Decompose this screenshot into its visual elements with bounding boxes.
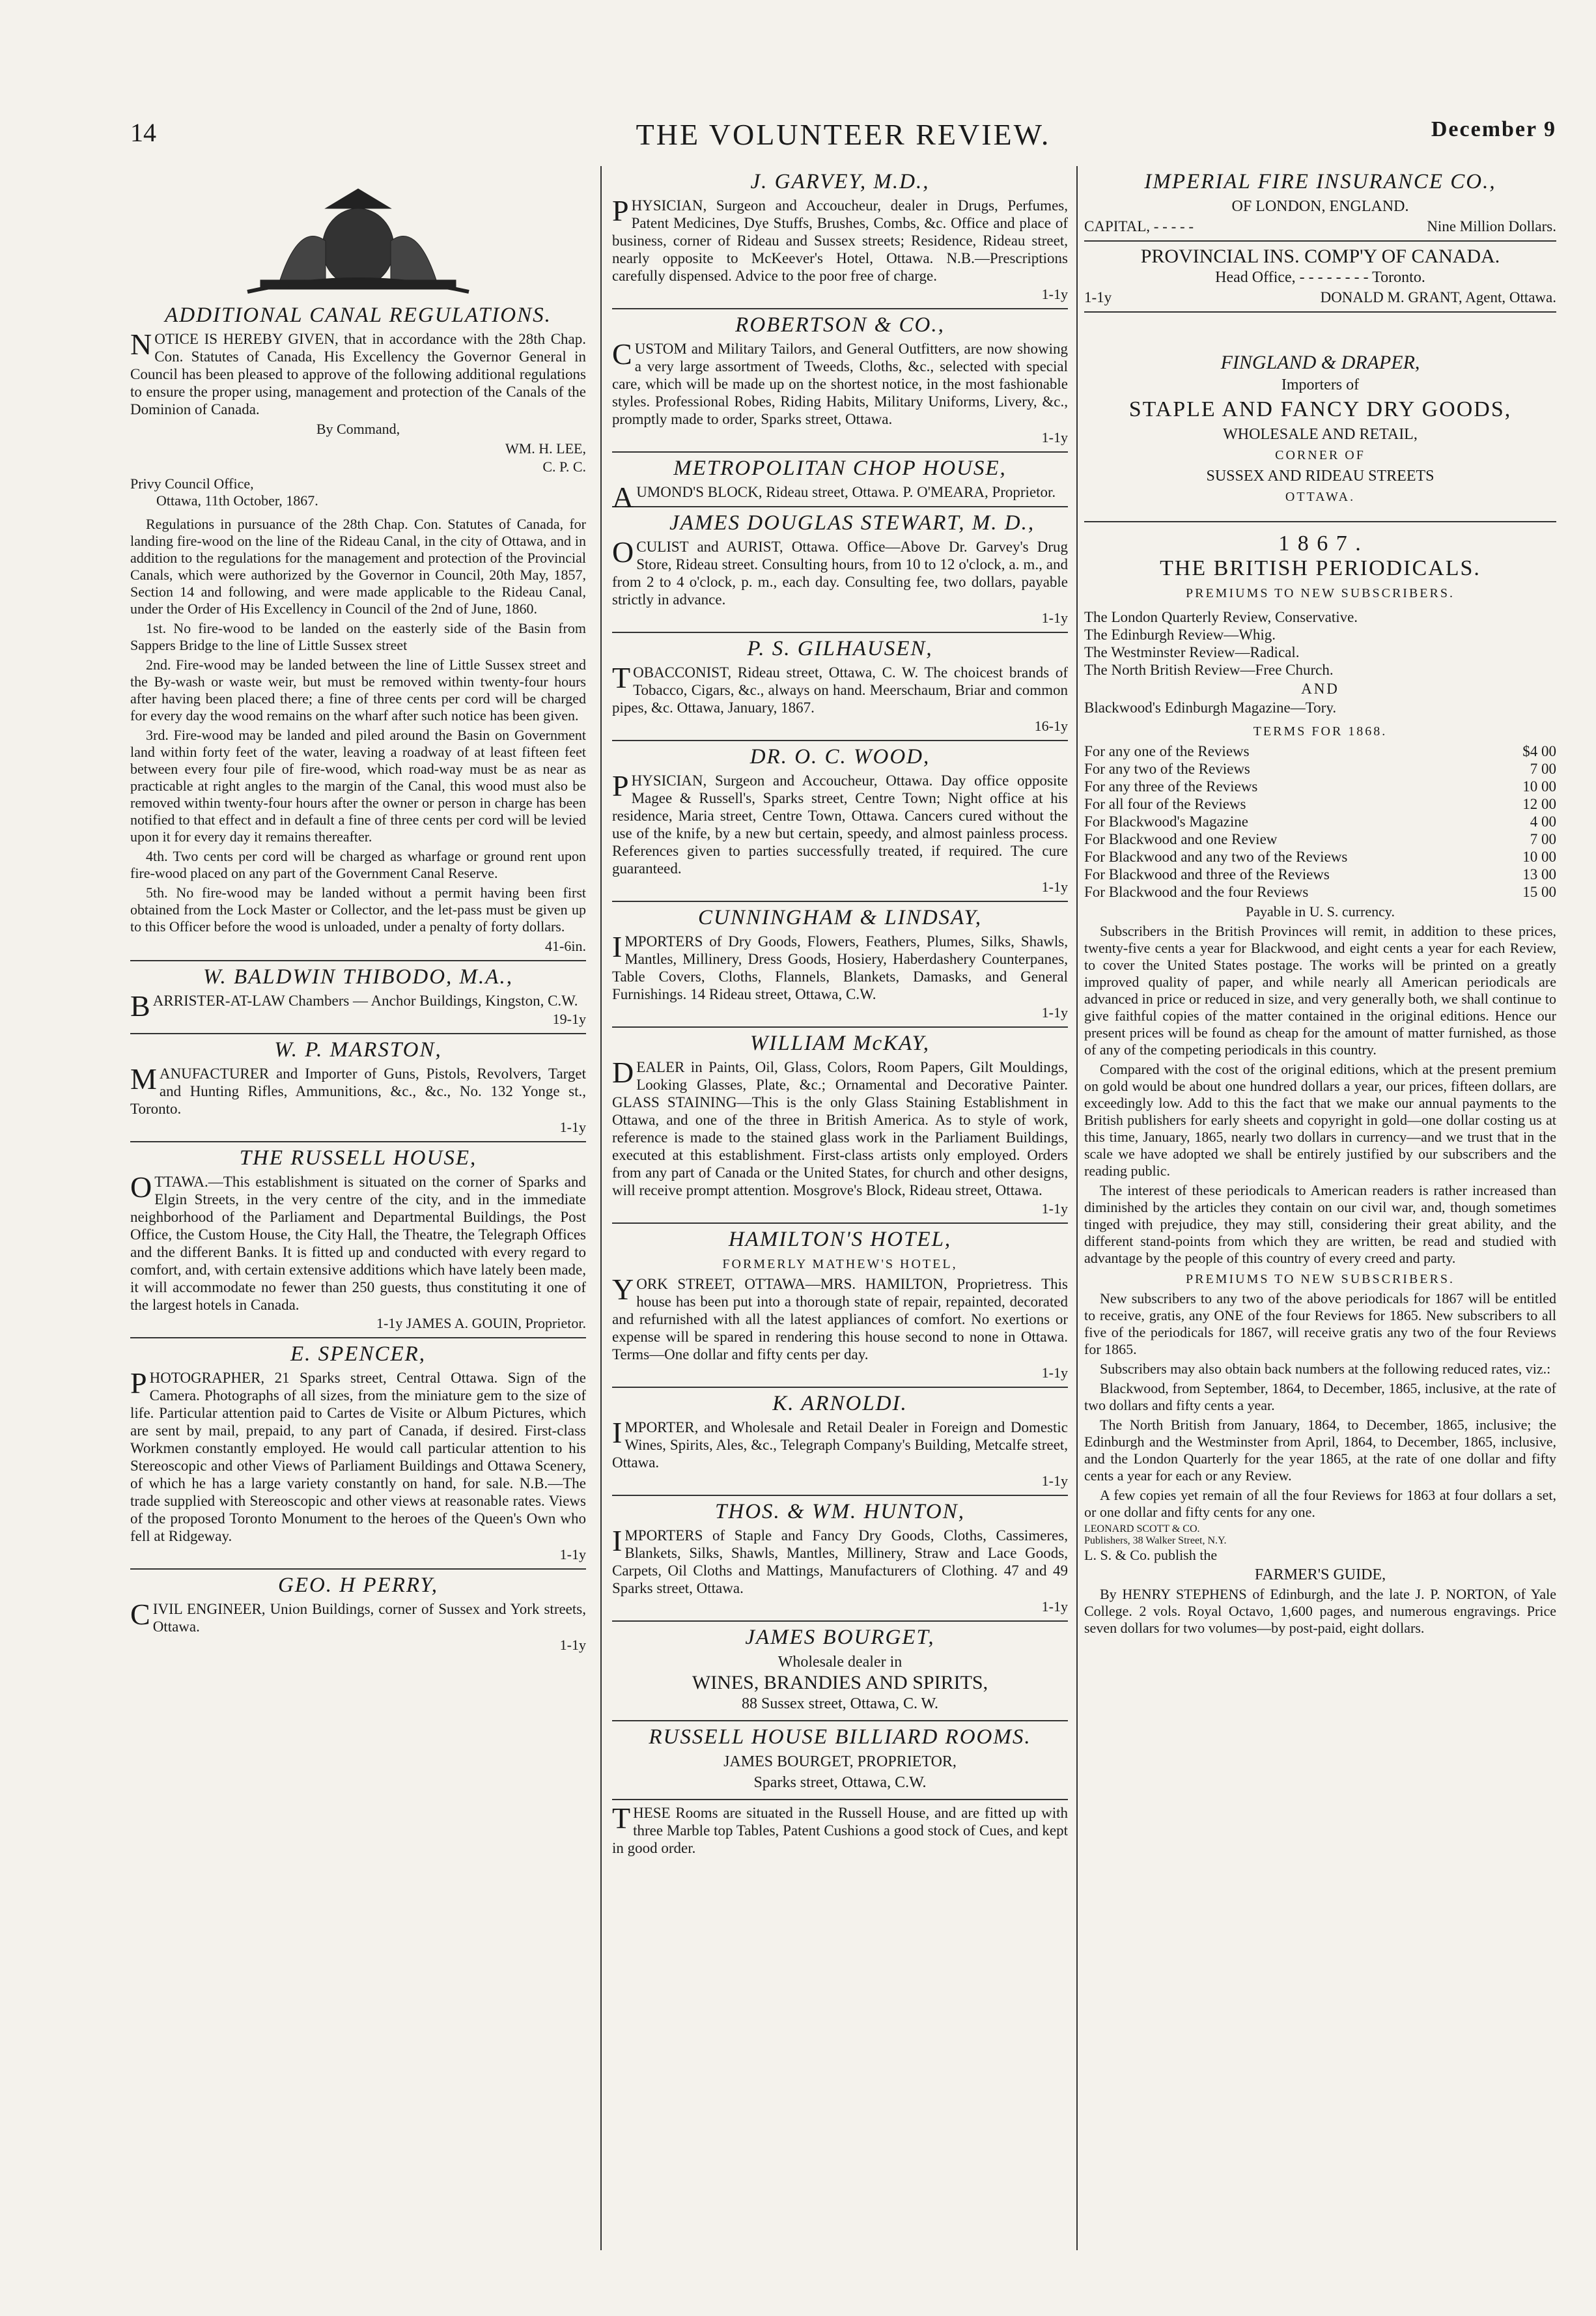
terms-price: 7 00	[1530, 831, 1556, 847]
list-item: Blackwood's Edinburgh Magazine—Tory.	[1084, 699, 1337, 716]
column-rule	[1076, 166, 1078, 2250]
ad-body: AUMOND'S BLOCK, Rideau street, Ottawa. P. O'MEARA, Proprietor.	[612, 481, 1056, 514]
page-number: 14	[130, 118, 156, 147]
page-header	[130, 117, 1556, 156]
coat-of-arms-icon	[130, 182, 586, 296]
notice-by: By Command,	[316, 421, 400, 437]
ad-body: PHYSICIAN, Surgeon and Accoucheur, Ottawa. Day office opposite Magee & Russell's, Sparks street, Centre Town; Night office at his residence, Maria street, Centre Town, Ottawa. Cancers cured without the use of the knife, by a new but certain, speedy, and almost painless process. References given to parties successfully treated, if required. The cure guaranteed.	[612, 769, 1068, 877]
terms-price: $4 00	[1522, 743, 1556, 759]
terms-label: For Blackwood and one Review	[1084, 831, 1278, 847]
advertisement	[130, 1570, 586, 1659]
advertisement	[612, 309, 1068, 453]
notice-title: ADDITIONAL CANAL REGULATIONS.	[165, 304, 552, 327]
ad-title: METROPOLITAN CHOP HOUSE,	[673, 457, 1007, 480]
regulation-paragraph: Regulations in pursuance of the 28th Chap. Con. Statutes of Canada, for landing fire-wood on the line of the Rideau Canal, in the city of Ottawa, and in addition to the regulations for the management and protection of the Provincial Canals, which were authorized by the Governor in Council, 20th May, 1857, Section 14 and following, and were made applicable to the Rideau Canal, under the Order of His Excellency in Council of the 2nd of June, 1860.	[130, 516, 586, 617]
ad-paragraph: By HENRY STEPHENS of Edinburgh, and the late J. P. NORTON, of Yale College. 2 vols. Royal Octavo, 1,600 pages, and numerous engravings. Price seven dollars for two volumes—by post-paid, eight dollars.	[1084, 1586, 1556, 1636]
ad-title: P. S. GILHAUSEN,	[747, 637, 933, 660]
advertisement	[612, 1028, 1068, 1224]
notice-signer: WM. H. LEE,	[505, 440, 586, 457]
agent-name: DONALD M. GRANT, Agent, Ottawa.	[1320, 289, 1556, 305]
advertisement	[612, 166, 1068, 309]
ad-code: 1-1y	[559, 1546, 586, 1562]
ad-title: IMPERIAL FIRE INSURANCE CO.,	[1144, 170, 1496, 193]
ad-title: CUNNINGHAM & LINDSAY,	[698, 906, 982, 929]
ad-body: BARRISTER-AT-LAW Chambers — Anchor Buildings, Kingston, C.W.	[130, 989, 578, 1023]
ad-title: K. ARNOLDI.	[772, 1392, 908, 1415]
terms-row	[1084, 830, 1556, 848]
ad-code: 1-1y	[559, 1119, 586, 1135]
advertisement	[612, 741, 1068, 902]
ad-paragraph: The interest of these periodicals to American readers is rather increased than diminished by the articles they contain on our civil war, and, though sometimes tinged with prejudice, they may still, considering their great ability, and the different stand-points from which they are written, be read and studied with advantage by the people of this country of every creed and party.	[1084, 1182, 1556, 1266]
terms-row	[1084, 866, 1556, 883]
ad-title: J. GARVEY, M.D.,	[750, 170, 930, 193]
ad-code: 16-1y	[1034, 718, 1068, 734]
ad-body: CUSTOM and Military Tailors, and General Outfitters, are now showing a very large assortment of Tweeds, Cloths, &c., selected with special care, which will be made up on the shortest notice, in the most fashionable styles. Professional Robes, Riding Habits, Military Uniforms, Livery, &c., promptly made to order, Sparks street, Ottawa.	[612, 337, 1068, 427]
ad-paragraph: L. S. & Co. publish the	[1084, 1547, 1218, 1563]
column-rule	[600, 166, 602, 2250]
ad-subtitle: FORMERLY MATHEW'S HOTEL,	[722, 1257, 958, 1271]
list-item: The North British Review—Free Church.	[1084, 662, 1334, 678]
column-3	[1084, 166, 1556, 2270]
advertisement	[612, 507, 1068, 633]
fingland-draper-ad	[1084, 352, 1556, 521]
ad-title: THE RUSSELL HOUSE,	[239, 1146, 477, 1170]
payable-note: Payable in U. S. currency.	[1246, 903, 1395, 920]
advertisement	[612, 902, 1068, 1028]
ad-subtitle: PREMIUMS TO NEW SUBSCRIBERS.	[1186, 1272, 1455, 1286]
ad-line: WINES, BRANDIES AND SPIRITS,	[692, 1672, 988, 1693]
ad-body: IMPORTERS of Dry Goods, Flowers, Feathers, Plumes, Silks, Shawls, Mantles, Millinery, Dress Goods, Hosiery, Haberdashery Counterpanes, Table Covers, Cloths, Flannels, Blankets, Damasks, and General Furnishings. 14 Rideau street, Ottawa, C.W.	[612, 930, 1068, 1002]
capital-value: Nine Million Dollars.	[1427, 218, 1556, 234]
ad-line: SUSSEX AND RIDEAU STREETS	[1206, 468, 1435, 485]
terms-label: For Blackwood and any two of the Reviews	[1084, 849, 1348, 865]
notice-code: 41-6in.	[545, 938, 586, 954]
advertisement	[130, 1142, 586, 1338]
ad-title: E. SPENCER,	[290, 1342, 427, 1366]
column-2	[612, 166, 1068, 2270]
advertisement	[130, 961, 586, 1034]
terms-row	[1084, 760, 1556, 778]
ad-title: FINGLAND & DRAPER,	[1220, 352, 1420, 373]
ad-body: MANUFACTURER and Importer of Guns, Pistols, Revolvers, Target and Hunting Rifles, Ammunitions, &c., &c., No. 132 Yonge st., Toronto.	[130, 1062, 586, 1117]
ad-line: 88 Sussex street, Ottawa, C. W.	[742, 1695, 938, 1712]
review-list	[1084, 608, 1556, 716]
terms-label: For any three of the Reviews	[1084, 778, 1258, 795]
ad-code: 1-1y JAMES A. GOUIN, Proprietor.	[376, 1315, 586, 1331]
terms-price: 7 00	[1530, 761, 1556, 777]
ad-title: DR. O. C. WOOD,	[749, 745, 931, 769]
ad-code: 1-1y	[1041, 879, 1068, 895]
ad-title: PROVINCIAL INS. COMP'Y OF CANADA.	[1140, 246, 1500, 267]
terms-price: 4 00	[1530, 813, 1556, 830]
advertisement	[130, 1338, 586, 1570]
ad-title: W. P. MARSTON,	[274, 1038, 442, 1062]
terms-title: TERMS FOR 1868.	[1253, 724, 1388, 739]
notice-office-date: Ottawa, 11th October, 1867.	[156, 492, 318, 509]
terms-table	[1084, 742, 1556, 901]
ad-title: GEO. H PERRY,	[277, 1574, 438, 1597]
head-office: Head Office, - - - - - - - - Toronto.	[1215, 269, 1425, 286]
terms-price: 12 00	[1522, 796, 1556, 812]
advertisement	[612, 1721, 1068, 1799]
ad-body: PHYSICIAN, Surgeon and Accoucheur, dealer in Drugs, Perfumes, Patent Medicines, Dye Stuffs, Brushes, Combs, &c. Office and place of business, corner of Rideau and Sussex streets; Residence, Rideau street, nearly opposite to McKeever's Hotel, Ottawa. N.B.—Prescriptions carefully dispensed. Advice to the poor free of charge.	[612, 194, 1068, 284]
ad-title: ROBERTSON & CO.,	[735, 313, 945, 337]
ad-line: WHOLESALE AND RETAIL,	[1223, 426, 1418, 443]
ad-title: W. BALDWIN THIBODO, M.A.,	[203, 965, 513, 989]
advertisement	[612, 1224, 1068, 1388]
ad-code: 1-1y	[1041, 1200, 1068, 1217]
advertisement	[612, 633, 1068, 741]
ad-line: JAMES BOURGET, PROPRIETOR,	[723, 1753, 957, 1770]
capital-label: CAPITAL, - - - - -	[1084, 218, 1194, 234]
ad-body: DEALER in Paints, Oil, Glass, Colors, Room Papers, Gilt Mouldings, Looking Glasses, Plate, &c.; Ornamental and Decorative Painter. GLASS STAINING—This is the only Glass Staining Establishment in Ottawa, and one of the three in British America. As to style of work, reference is made to the stained glass work in the Parliament Buildings, executed at this establishment. First-class artists only employed. Orders from any part of Canada or the United States, for church and other designs, will receive prompt attention. Mosgrove's Block, Rideau street, Ottawa.	[612, 1056, 1068, 1198]
regulation-paragraph: 2nd. Fire-wood may be landed between the line of Little Sussex street and the By-wash or waste weir, but must be removed within twenty-four hours after having been placed there; a fine of three cents per cord will be charged for every day the wood remains on the wharf after such notice has been given.	[130, 657, 586, 724]
terms-label: For any two of the Reviews	[1084, 761, 1250, 777]
ad-line: STAPLE AND FANCY DRY GOODS,	[1128, 397, 1512, 421]
regulation-paragraph: 1st. No fire-wood to be landed on the easterly side of the Basin from Sappers Bridge to the line of Little Sussex street	[130, 620, 586, 653]
ad-year: 1 8 6 7 .	[1278, 531, 1362, 556]
newspaper-title: THE VOLUNTEER REVIEW.	[636, 118, 1051, 151]
ad-code: 1-1y	[1041, 1598, 1068, 1615]
ad-line: Importers of	[1281, 376, 1360, 393]
terms-label: For Blackwood and the four Reviews	[1084, 884, 1309, 900]
advertisement	[612, 1388, 1068, 1496]
ad-line: Sparks street, Ottawa, C.W.	[753, 1774, 927, 1791]
ad-title: JAMES DOUGLAS STEWART, M. D.,	[669, 511, 1035, 535]
ad-line: OTTAWA.	[1285, 490, 1356, 504]
terms-price: 15 00	[1522, 884, 1556, 900]
provincial-insurance-ad	[1084, 242, 1556, 313]
ad-title: HAMILTON'S HOTEL,	[728, 1228, 952, 1251]
notice-intro: NOTICE IS HEREBY GIVEN, that in accordance with the 28th Chap. Con. Statutes of Canada, His Excellency the Governor General in Council has been pleased to approve of the following additional regulations to ensure the proper using, management and protection of the Canals of the Dominion of Canada.	[130, 328, 586, 417]
list-item: The Edinburgh Review—Whig.	[1084, 627, 1276, 643]
imperial-fire-ad	[1084, 166, 1556, 242]
ad-body: CIVIL ENGINEER, Union Buildings, corner of Sussex and York streets, Ottawa.	[130, 1598, 586, 1635]
ad-code: 1-1y	[1041, 1004, 1068, 1021]
ad-subtitle: OF LONDON, ENGLAND.	[1231, 198, 1409, 215]
advertisement	[612, 453, 1068, 514]
terms-row	[1084, 813, 1556, 830]
ad-body: OTTAWA.—This establishment is situated on the corner of Sparks and Elgin Streets, in the very centre of the city, and in the immediate neighborhood of the Parliament and Departmental Buildings, the Post Office, the Custom House, the City Hall, the Theatre, the Telegraph Offices and the different Banks. It is fitted up and conducted with every regard to comfort, and, with certain extensive additions which have lately been made, it will accommodate no fewer than 250 guests, thus constituting it one of the largest hotels in Canada.	[130, 1170, 586, 1313]
publisher-name: LEONARD SCOTT & CO.	[1084, 1523, 1200, 1534]
ad-body: PHOTOGRAPHER, 21 Sparks street, Central Ottawa. Sign of the Camera. Photographs of all sizes, from the miniature gem to the size of life. Particular attention paid to Cartes de Visite or Album Pictures, which are sent by mail, prepaid, to any part of Canada, if desired. First-class Workmen constantly employed. He would call particular attention to his Stereoscopic and other Views of Parliament Buildings and Ottawa Scenery, of which he has a large variety constantly on hand, for sale. N.B.—The trade supplied with Stereoscopic and other views at reasonable rates. Views of the proposed Toronto Monument to the heroes of the Queen's Own who fell at Ridgeway.	[130, 1366, 586, 1544]
ad-title: RUSSELL HOUSE BILLIARD ROOMS.	[649, 1725, 1031, 1749]
ad-paragraph: Compared with the cost of the original editions, which at the present premium on gold would be about one hundred dollars a year, our prices, fifteen dollars, are exceedingly low. Add to this the fact that we make our annual payments to the British publishers for early sheets and copyright in gold—one dollar costing us at this time, January, 1865, nearly two dollars in currency—and we trust that in the scale we have adopted we shall be entirely justified by our subscribers and the reading public.	[1084, 1061, 1556, 1179]
ad-line: CORNER OF	[1275, 448, 1365, 462]
ad-title: THE BRITISH PERIODICALS.	[1160, 556, 1481, 580]
ad-code: 1-1y	[1084, 289, 1112, 305]
regulation-paragraph: 3rd. Fire-wood may be landed and piled around the Basin on Government land within forty feet of the water, leaving a roadway of at least fifteen feet between every four pile of fire-wood, which road-way must be as near as practicable at right angles to the margin of the Canal, this wood must also be removed within twenty-four hours after the owner or person in charge has been notified to that effect and in default a fine of three cents per cord will be levied upon it for every day it remains thereafter.	[130, 727, 586, 845]
issue-date: December 9	[1431, 117, 1556, 141]
terms-row	[1084, 883, 1556, 901]
terms-row	[1084, 795, 1556, 813]
advertisement	[612, 1799, 1068, 1862]
ad-paragraph: Blackwood, from September, 1864, to December, 1865, inclusive, at the rate of two dollars and fifty cents a year.	[1084, 1380, 1556, 1413]
ad-code: 1-1y	[559, 1637, 586, 1653]
list-item: The London Quarterly Review, Conservative.	[1084, 609, 1358, 625]
column-1	[130, 166, 586, 2270]
ad-paragraph: The North British from January, 1864, to December, 1865, inclusive; the Edinburgh and the Westminster from April, 1864, to December, 1865, inclusive, and the London Quarterly for the year 1865, at the rate of one dollar and fifty cents a year for each or any Review.	[1084, 1417, 1556, 1484]
ad-body: TOBACCONIST, Rideau street, Ottawa, C. W. The choicest brands of Tobacco, Cigars, &c., always on hand. Meerschaum, Briar and common pipes, &c. Ottawa, January, 1867.	[612, 661, 1068, 716]
canal-regulations-notice	[130, 300, 586, 961]
british-periodicals-ad	[1084, 521, 1556, 1637]
regulation-paragraph: 4th. Two cents per cord will be charged as wharfage or ground rent upon fire-wood placed on any part of the Government Canal Reserve.	[130, 848, 586, 881]
notice-office: Privy Council Office,	[130, 475, 254, 492]
ad-code: 1-1y	[1041, 1473, 1068, 1489]
ad-title: WILLIAM McKAY,	[749, 1032, 931, 1055]
ad-code: 19-1y	[552, 1011, 586, 1027]
terms-row	[1084, 848, 1556, 866]
publisher-address: Publishers, 38 Walker Street, N.Y.	[1084, 1535, 1227, 1546]
advertisement	[130, 1034, 586, 1142]
list-item: The Westminster Review—Radical.	[1084, 644, 1300, 660]
regulation-paragraph: 5th. No fire-wood may be landed without a permit having been first obtained from the Lock Master or Collector, and the let-pass must be given up to this Officer before the wood is unloaded, under a penalty of forty dollars.	[130, 884, 586, 935]
ad-code: 1-1y	[1041, 286, 1068, 302]
terms-price: 10 00	[1522, 849, 1556, 865]
notice-signer-title: C. P. C.	[542, 459, 586, 475]
ad-title: JAMES BOURGET,	[745, 1626, 935, 1649]
ad-paragraph: Subscribers in the British Provinces will remit, in addition to these prices, twenty-five cents a year for Blackwood, and eight cents a year for each Review, to cover the United States postage. The works will be printed on a greatly improved quality of paper, and while nearly all American periodicals are advanced in price or reduced in size, and very generally both, we shall continue to give faithful copies of the matter contained in the original editions. Hence our present prices will be found as cheap for the amount of matter furnished, as those of any of the competing periodicals in this country.	[1084, 923, 1556, 1058]
terms-price: 10 00	[1522, 778, 1556, 795]
ad-body: OCULIST and AURIST, Ottawa. Office—Above Dr. Garvey's Drug Store, Rideau street. Consulting hours, from 10 to 12 o'clock, a. m., and from 2 to 4 o'clock, p. m., each day. Consulting fee, two dollars, payable strictly in advance.	[612, 535, 1068, 608]
terms-label: For Blackwood's Magazine	[1084, 813, 1248, 830]
ad-line: Wholesale dealer in	[777, 1654, 903, 1671]
terms-row	[1084, 778, 1556, 795]
ad-body: IMPORTERS of Staple and Fancy Dry Goods, Cloths, Cassimeres, Blankets, Silks, Shawls, Mantles, Millinery, Straw and Lace Goods, Carpets, Oil Cloths and Mattings, Manufacturers of Clothing. 47 and 49 Sparks street, Ottawa.	[612, 1524, 1068, 1596]
terms-label: For any one of the Reviews	[1084, 743, 1250, 759]
ad-body: IMPORTER, and Wholesale and Retail Dealer in Foreign and Domestic Wines, Spirits, Ales, &c., Telegraph Company's Building, Metcalfe street, Ottawa.	[612, 1416, 1068, 1471]
ad-title: THOS. & WM. HUNTON,	[715, 1500, 965, 1523]
list-item: AND	[1301, 681, 1339, 697]
ad-paragraph: New subscribers to any two of the above periodicals for 1867 will be entitled to receive, gratis, any ONE of the four Reviews for 1865. New subscribers to all five of the periodicals for 1867, will receive gratis any two of the four Reviews for 1865.	[1084, 1290, 1556, 1357]
terms-row	[1084, 742, 1556, 760]
ad-paragraph: A few copies yet remain of all the four Reviews for 1863 at four dollars a set, or one dollar and fifty cents for any one.	[1084, 1487, 1556, 1520]
ad-body: YORK STREET, OTTAWA—MRS. HAMILTON, Proprietress. This house has been put into a thorough state of repair, repainted, decorated and refurnished with all the latest appliances of comfort. No exertions or expense will be spared in rendering this house second to none in Ottawa. Terms—One dollar and fifty cents per day.	[612, 1273, 1068, 1363]
advertisement	[612, 1622, 1068, 1721]
ad-code: 1-1y	[1041, 610, 1068, 626]
terms-price: 13 00	[1522, 866, 1556, 883]
ad-code: 1-1y	[1041, 429, 1068, 445]
terms-label: For Blackwood and three of the Reviews	[1084, 866, 1330, 883]
ad-code: 1-1y	[1041, 1364, 1068, 1381]
advertisement	[612, 1496, 1068, 1622]
terms-label: For all four of the Reviews	[1084, 796, 1246, 812]
ad-paragraph: Subscribers may also obtain back numbers at the following reduced rates, viz.:	[1100, 1361, 1551, 1377]
ad-subtitle: PREMIUMS TO NEW SUBSCRIBERS.	[1186, 586, 1455, 600]
guide-title: FARMER'S GUIDE,	[1254, 1566, 1386, 1583]
ad-body: THESE Rooms are situated in the Russell House, and are fitted up with three Marble top Tables, Patent Cushions a good stock of Cues, and kept in good order.	[612, 1801, 1068, 1856]
